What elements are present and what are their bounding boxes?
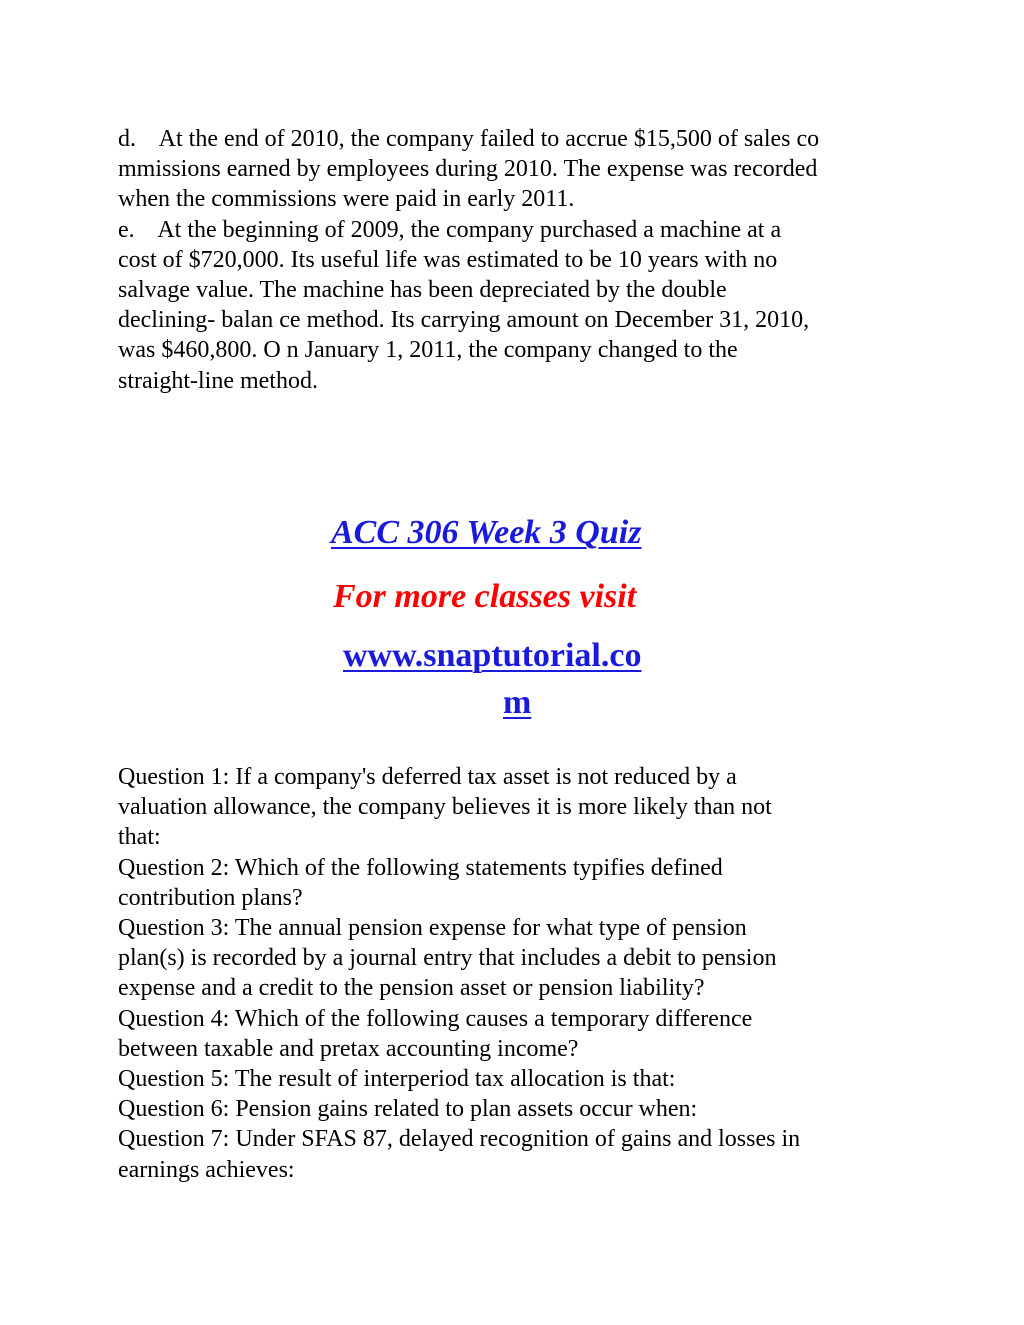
text-line: cost of $720,000. Its useful life was estimated to be 10 years with no <box>118 246 778 273</box>
question-line: Question 4: Which of the following causes a temporary difference <box>118 1005 753 1032</box>
question-line: Question 5: The result of interperiod tax allocation is that: <box>118 1066 676 1093</box>
intro-paragraphs <box>118 124 918 396</box>
website-link[interactable]: www.snaptutorial.co <box>343 637 642 674</box>
text-line: mmissions earned by employees during 2010. The expense was recorded <box>118 156 818 183</box>
question-line: Question 1: If a company's deferred tax asset is not reduced by a <box>118 764 737 790</box>
question-line: Question 7: Under SFAS 87, delayed recognition of gains and losses in <box>118 1126 801 1153</box>
text-line: was $460,800. O n January 1, 2011, the company changed to the <box>118 337 738 364</box>
visit-label: For more classes visit <box>333 578 637 615</box>
text-line: declining- balan ce method. Its carrying amount on December 31, 2010, <box>118 307 810 334</box>
question-line: contribution plans? <box>118 884 303 911</box>
question-line: plan(s) is recorded by a journal entry that includes a debit to pension <box>118 945 777 972</box>
quiz-title-link[interactable]: ACC 306 Week 3 Quiz <box>331 514 642 551</box>
website-link-continuation[interactable]: m <box>503 684 532 721</box>
question-line: Question 6: Pension gains related to plan assets occur when: <box>118 1096 698 1123</box>
question-line: between taxable and pretax accounting income? <box>118 1035 579 1062</box>
question-line: expense and a credit to the pension asset or pension liability? <box>118 975 705 1002</box>
text-line: e. At the beginning of 2009, the company purchased a machine at a <box>118 216 782 243</box>
question-line: valuation allowance, the company believes it is more likely than not <box>118 794 772 821</box>
text-line: straight-line method. <box>118 367 318 394</box>
text-line: when the commissions were paid in early 2011. <box>118 186 575 213</box>
text-line: d. At the end of 2010, the company failed to accrue $15,500 of sales co <box>118 126 820 152</box>
text-line: salvage value. The machine has been depreciated by the double <box>118 277 727 304</box>
question-line: Question 3: The annual pension expense for what type of pension <box>118 915 747 942</box>
question-line: Question 2: Which of the following statements typifies defined <box>118 854 723 881</box>
question-line: earnings achieves: <box>118 1156 295 1183</box>
questions-list <box>118 762 918 1185</box>
question-line: that: <box>118 824 161 851</box>
